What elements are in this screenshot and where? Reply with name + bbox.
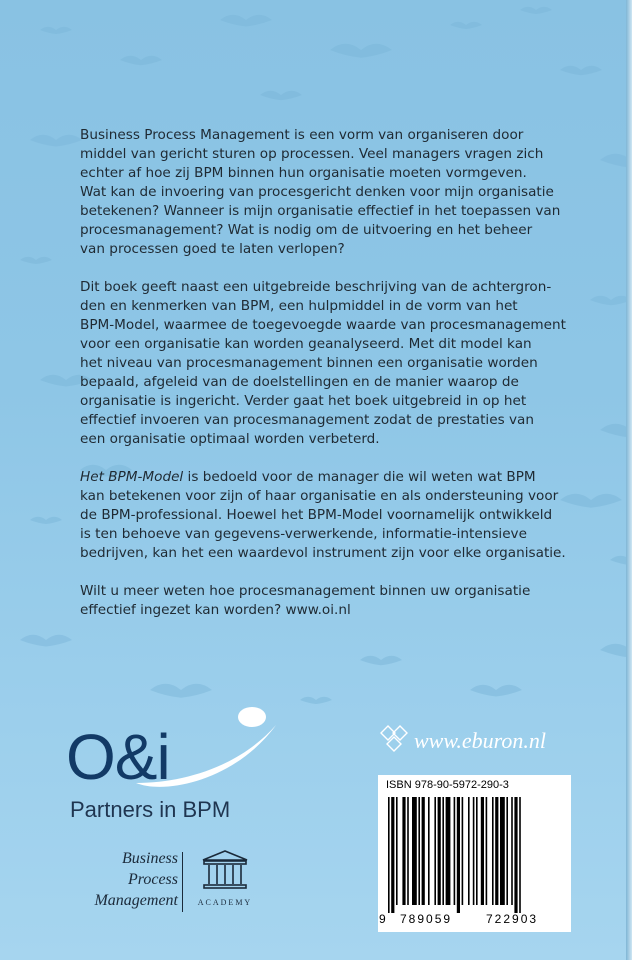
bird-silhouette: [450, 22, 482, 29]
barcode-bar: [462, 797, 464, 905]
blurb-paragraph-4: Wilt u meer weten hoe procesmanagement binnen uw organisatie effectief ingezet kan worden? www.oi.nl: [80, 583, 531, 618]
academy-emblem: [190, 848, 260, 907]
ean-digits: 9 789059 722903: [379, 912, 539, 926]
barcode-bar: [418, 797, 420, 905]
bird-silhouette: [470, 685, 522, 697]
bpm-academy-wordmark: Business Process Management: [94, 850, 178, 909]
back-cover-blurb: [80, 126, 580, 639]
bird-silhouette: [30, 517, 62, 524]
academy-label: ACADEMY: [197, 898, 253, 907]
page-edge: [626, 0, 632, 960]
barcode-bar: [500, 797, 505, 905]
barcode-bar: [407, 797, 409, 905]
barcode-bar: [511, 797, 513, 905]
barcode-bar: [446, 797, 451, 905]
bird-silhouette: [520, 7, 552, 14]
barcode-bar: [473, 797, 475, 905]
isbn-barcode: [378, 775, 571, 932]
bird-silhouette: [20, 257, 52, 264]
barcode-bar: [402, 797, 405, 905]
bird-silhouette: [40, 27, 72, 34]
barcode-bar: [396, 797, 398, 905]
bird-silhouette: [220, 15, 272, 27]
barcode-bar: [476, 797, 478, 905]
bird-silhouette: [360, 656, 402, 665]
temple-icon: [199, 848, 251, 892]
bird-silhouette: [150, 684, 212, 698]
book-title-italic: Het BPM-Model: [80, 469, 184, 485]
bird-silhouette: [30, 135, 82, 147]
eburon-diamond-icon: [378, 724, 412, 754]
barcode-bar: [428, 797, 430, 905]
oi-partners-logo: [66, 705, 286, 825]
bird-silhouette: [330, 44, 392, 58]
bird-silhouette: [20, 635, 72, 647]
barcode-bar: [454, 797, 456, 905]
bird-silhouette: [300, 697, 332, 704]
barcode-bar: [468, 797, 470, 905]
barcode-bar: [457, 797, 460, 913]
barcode-bar: [412, 797, 417, 905]
barcode-bars: [388, 797, 563, 913]
barcode-bar: [486, 797, 488, 905]
barcode-bar: [506, 797, 508, 905]
barcode-bar: [442, 797, 444, 905]
oi-tagline: Partners in BPM: [70, 797, 231, 822]
eburon-url: www.eburon.nl: [414, 728, 547, 753]
bpm-academy-logo: [72, 848, 262, 918]
barcode-bar: [481, 797, 484, 905]
blurb-paragraph-1: Business Process Management is een vorm van organiseren door middel van gericht sturen op processen. Veel managers vragen zich echter af hoe zij BPM binnen hun organisatie moeten vormgeven. Wat kan de invoering van procesgericht denken voor mijn organisatie betekenen? Wanneer is mijn organisatie effectief in het toepassen van procesmanagement? Wat is nodig om de uitvoering en het beheer van processen goed te laten verlopen?: [80, 127, 561, 257]
barcode-bar: [492, 797, 494, 905]
divider-line: [182, 852, 183, 912]
blurb-paragraph-3: Het BPM-Model is bedoeld voor de manager die wil weten wat BPM kan betekenen voor zijn of haar organisatie en als ondersteuning voor de BPM-professional. Hoewel het BPM-Model voornamelijk ontwikkeld is ten behoeve van gegevens-verwerkende, informatie-intensieve bedrijven, kan het een waardevol instrument zijn voor elke organisatie.: [80, 469, 566, 561]
oi-logo-mark: O&i: [66, 721, 170, 793]
barcode-bar: [422, 797, 425, 905]
isbn-number: ISBN 978-90-5972-290-3: [386, 779, 509, 791]
barcode-bar: [391, 797, 394, 913]
bird-silhouette: [260, 91, 302, 100]
barcode-bar: [519, 797, 521, 913]
bird-silhouette: [120, 56, 162, 65]
barcode-bar: [514, 797, 517, 913]
eburon-logo: [378, 722, 578, 762]
barcode-bar: [434, 797, 436, 905]
barcode-bar: [438, 797, 441, 905]
blurb-paragraph-2: Dit boek geeft naast een uitgebreide beschrijving van de achtergron- den en kenmerken van BPM, een hulpmiddel in de vorm van het BPM-Model, waarmee de toegevoegde waarde van procesmanagement voor een organisatie kan worden geanalyseerd. Met dit model kan het niveau van procesmanagement binnen een organisatie worden bepaald, afgeleid van de doelstellingen en de manier waarop de organisatie is ingericht. Verder gaat het boek uitgebreid in op het effectief invoeren van procesmanagement zodat de prestaties van een organisatie optimaal worden verbeterd.: [80, 279, 566, 447]
bird-silhouette: [560, 66, 602, 75]
barcode-bar: [495, 797, 498, 905]
barcode-bar: [388, 797, 390, 913]
